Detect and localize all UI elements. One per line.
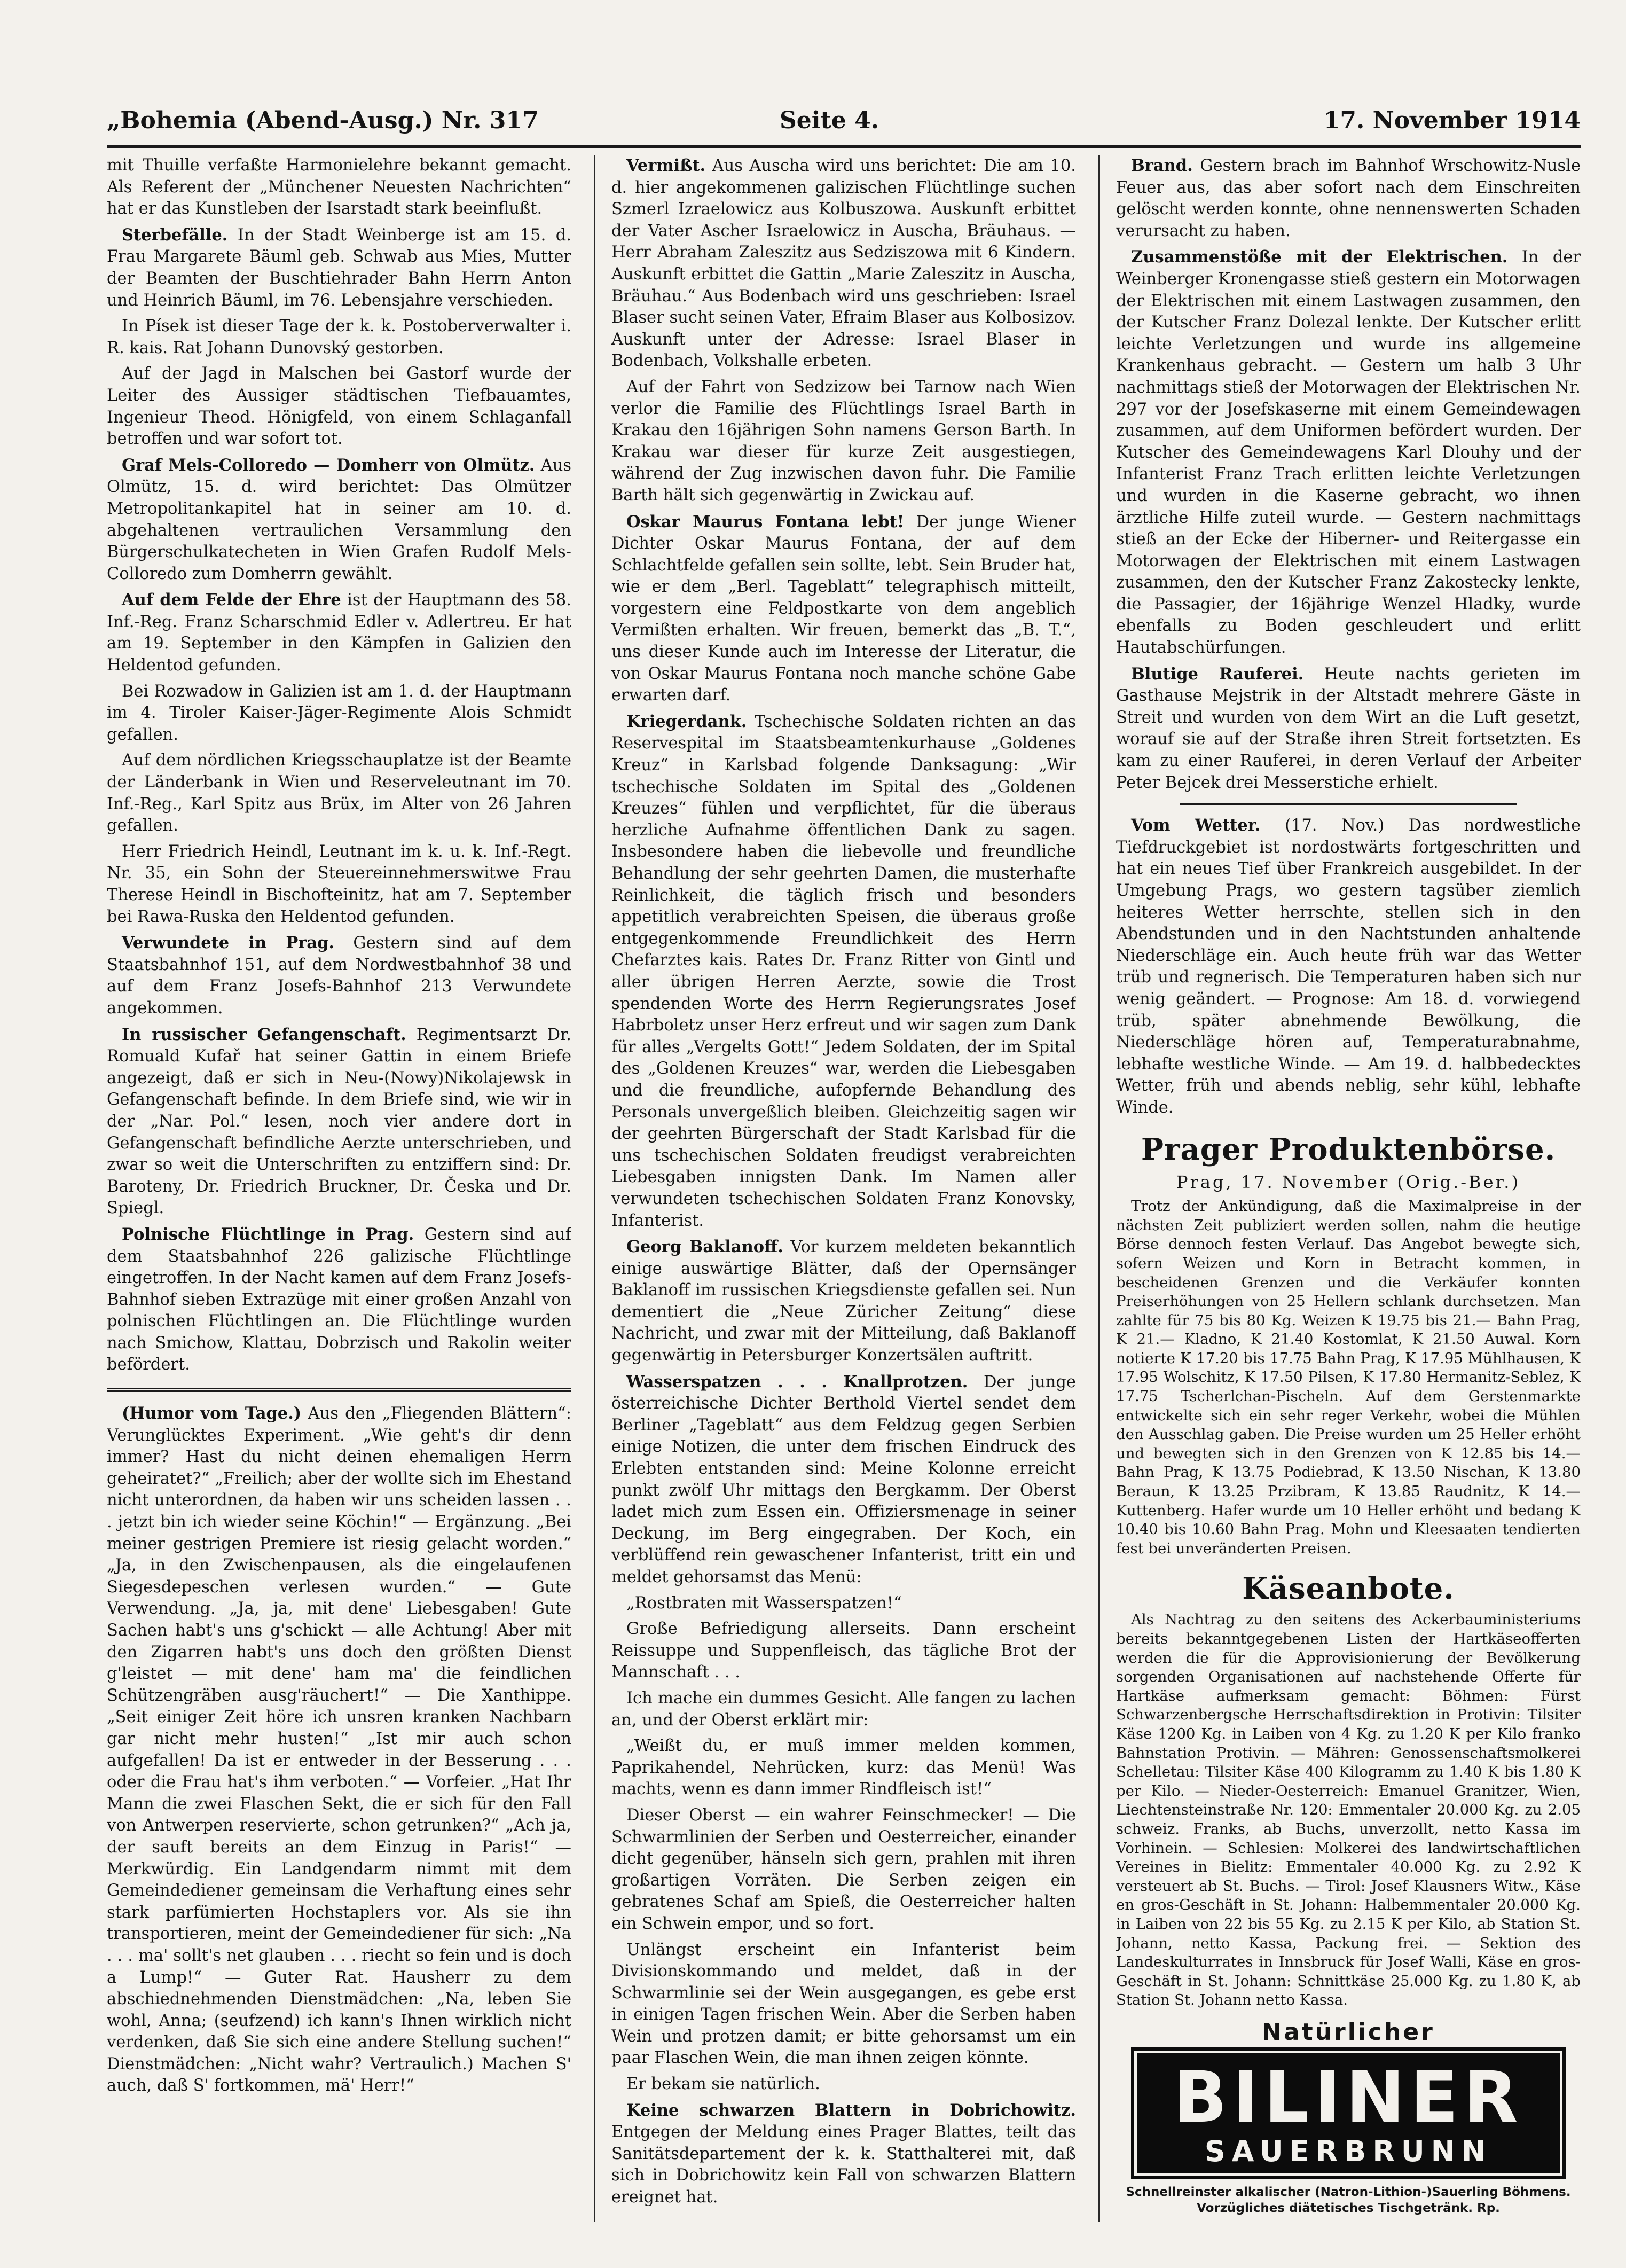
article-baklanoff bbox=[611, 1236, 1076, 1367]
article-fontana bbox=[611, 511, 1076, 707]
article-heading: (Humor vom Tage.) bbox=[122, 1404, 302, 1424]
article-viertel-p13: Er bekam sie natürlich. bbox=[626, 2075, 820, 2094]
article-body: In der Weinberger Kronengasse stieß gestern ein Motorwagen der Elektrischen mit einem Lastwagen zusammen, den der Kutscher Franz Dolezal lenkte. Der Kutscher erlitt leichte Verletzungen und wurde ins allgemeine Krankenhaus gebracht. — Gestern um halb 3 Uhr nachmittags stieß der Motorwagen der Elektrischen Nr. 297 vor der Josefskaserne mit einem Gemeindewagen zusammen, auf dem Uniformen befördert wurden. Der Kutscher des Gemeindewagens Karl Dlouhy und der Infanterist Franz Trach erlitten leichte Verletzungen und wurden in die Kaserne gebracht, wo ihnen ärztliche Hilfe zuteil wurde. — Gestern nachmittags stieß an der Ecke der Hiberner- und Reitergasse ein Motorwagen der Elektrischen mit einem Lastwagen zusammen, den der Kutscher Franz Zakostecky lenkte, die Passagier, der 16jährige Wenzel Hladky, wurde ebenfalls zu Boden geschleudert und erlitt Hautabschürfungen. bbox=[1116, 248, 1581, 658]
article-heading: Auf dem Felde der Ehre bbox=[122, 590, 341, 610]
article-body: Das nordwestliche Tiefdruckgebiet ist nordostwärts fortgeschritten und hat ein neues Tief über Frankreich ausgebildet. In der Umgebung Prags, wo gestern tagsüber ziemlich heiteres Wetter herrschte, stellen sich in den Abendstunden und in den Nachtstunden anhaltende Niederschläge ein. Auch heute früh war das Wetter trüb und regnerisch. Die Temperaturen haben sich nur wenig geändert. — Prognose: Am 18. d. vorwiegend trüb, später abnehmende Bewölkung, die Niederschläge hören auf, Temperaturabnahme, lebhafte westliche Winde. — Am 19. d. halbbedecktes Wetter, früh und abends neblig, sehr kühl, lebhafte Winde. bbox=[1116, 816, 1581, 1117]
issue-date: 17. November 1914 bbox=[1323, 107, 1581, 134]
article-gratitude bbox=[611, 711, 1076, 1232]
weather-date: (17. Nov.) bbox=[1285, 816, 1385, 835]
article-rozwadow: Bei Rozwadow in Galizien ist am 1. d. der Hauptmann im 4. Tiroler Kaiser-Jäger-Regimente Alois Schmidt gefallen. bbox=[107, 682, 571, 744]
column-divider-2 bbox=[1098, 155, 1100, 2222]
article-heading: Sterbefälle. bbox=[122, 225, 228, 245]
article-missing bbox=[611, 155, 1076, 372]
ad-tagline: Natürlicher bbox=[1262, 2018, 1435, 2046]
article-body: Der junge Wiener Dichter Oskar Maurus Fontana, der auf dem Schlachtfelde gefallen sein sollte, lebt. Sein Bruder hat, wie er dem „Berl. Tageblatt“ telegraphisch mitteilt, vorgestern eine Feldpostkarte von dem angeblich Vermißten erhalten. Wir freuen, bemerkt das „B. T.“, uns dieser Kunde auch im Interesse der Literatur, die von Oskar Maurus Fontana noch manche schöne Gabe erwarten darf. bbox=[611, 512, 1076, 705]
masthead-issue: „Bohemia (Abend-Ausg.) Nr. 317 bbox=[107, 107, 539, 134]
article-tram-collisions bbox=[1116, 246, 1581, 659]
article-heading: Zusammenstöße mit der Elektrischen. bbox=[1131, 247, 1508, 267]
page-header bbox=[107, 101, 1581, 139]
article-body: Heute nachts gerieten im Gasthause Mejstrik in der Altstadt mehrere Gäste in Streit und wurden von dem Wirt an die Luft gesetzt, worauf sie auf der Straße ihren Streit fortsetzten. Es kam zu einer Rauferei, in deren Verlauf der Arbeiter Peter Bejcek drei Messerstiche erhielt. bbox=[1116, 664, 1581, 792]
column-2 bbox=[611, 155, 1076, 2227]
exchange-report: Trotz der Ankündigung, daß die Maximalpreise in der nächsten Zeit publiziert werden sollen, nahm die heutige Börse dennoch festen Verlauf. Das Angebot bewegte sich, sofern Weizen und Korn in Betracht kommen, in bescheidenen Grenzen und die Verkäufer konnten Preiserhöhungen von 25 Hellern schlank durchsetzen. Man zahlte für 75 bis 80 Kg. Weizen K 19.75 bis 21.— Bahn Prag, K 21.— Kladno, K 21.40 Kostomlat, K 21.50 Auwal. Korn notierte K 17.20 bis 17.75 Bahn Prag, K 17.95 Mühlhausen, K 17.95 Wolschitz, K 17.50 Pilsen, K 17.80 Hermanitz-Seblez, K 17.75 Tscherlchan-Pischeln. Auf dem Gerstenmarkte entwickelte sich ein sehr reger Verkehr, wobei die Mühlen den Ausschlag gaben. Die Preise wurden um 25 Heller erhöht und bewegten sich in den Grenzen von K 12.85 bis 14.— Bahn Prag, K 13.75 Podiebrad, K 13.50 Nischan, K 13.80 Beraun, K 13.25 Przibram, K 13.85 Raudnitz, K 14.— Kuttenberg. Hafer wurde um 10 Heller erhöht und bedang K 10.40 bis 10.60 Bahn Prag. Mohn und Kleesaaten tendierten fest bei unveränderten Preisen. bbox=[1116, 1198, 1581, 1557]
article-body: Der junge österreichische Dichter Berthold Viertel sendet dem Berliner „Tageblatt“ aus dem Feldzug gegen Serbien einige Notizen, die unter dem frischen Eindruck des Erlebten entstanden sind: Meine Kolonne erreicht punkt zwölf Uhr mittags den Bergkamm. Der Oberst ladet mich zum Essen ein. Offiziersmenage in seiner Deckung, im Berg eingegraben. Der Koch, ein verblüffend rein gewaschener Infanterist, tritt ein und meldet gehorsamst das Menü: bbox=[611, 1372, 1076, 1586]
article-body: Entgegen der Meldung eines Prager Blattes, teilt das Sanitätsdepartement der k. k. Statthalterei mit, daß sich in Dobrichowitz kein Fall von schwarzen Blattern ereignet hat. bbox=[611, 2123, 1076, 2207]
article-captivity bbox=[107, 1024, 571, 1219]
article-viertel-p9: Ich mache ein dummes Gesicht. Alle fangen zu lachen an, und der Oberst erklärt mir: bbox=[611, 1688, 1076, 1730]
article-body: Vor kurzem meldeten bekanntlich einige auswärtige Blätter, daß der Opernsänger Baklanoff im russischen Kriegsdienste gefallen sei. Nun dementiert die „Neue Züricher Zeitung“ diese Nachricht, und zwar mit der Mitteilung, daß Baklanoff gegenwärtig in Petersburger Konzertsälen auftritt. bbox=[611, 1238, 1076, 1365]
ad-product-name: SAUERBRUNN bbox=[1204, 2134, 1493, 2169]
column-1 bbox=[107, 155, 571, 2227]
article-heading: Polnische Flüchtlinge in Prag. bbox=[122, 1224, 414, 1244]
article-viertel-p11: Dieser Oberst — ein wahrer Feinschmecker! — Die Schwarmlinien der Serben und Oesterreicher, einander dicht gegenüber, hänseln sich gern, prahlen mit ihren großartigen Vorräten. Die Serben zeigen ein gebratenes Schaf am Spieß, die Oesterreicher halten ein Schwein empor, und so fort. bbox=[611, 1805, 1076, 1933]
ad-brand-name: BILINER bbox=[1173, 2056, 1523, 2139]
article-body: Gestern sind auf dem Staatsbahnhof 226 galizische Flüchtlinge eingetroffen. In der Nacht kamen auf dem Franz Josefs-Bahnhof sieben Extrazüge mit einer großen Anzahl von polnischen Flüchtlingen an. Die Flüchtlinge wurden nach Smichow, Klattau, Dobrzisch und Rakolin weiter befördert. bbox=[107, 1225, 571, 1374]
article-heading: In russischer Gefangenschaft. bbox=[122, 1024, 406, 1044]
article-barth: Auf der Fahrt von Sedzizow bei Tarnow nach Wien verlor die Familie des Flüchtlings Israel Barth in Krakau den 16jährigen Sohn namens Gerson Barth. In Krakau war dieser für kurze Zeit ausgestiegen, während der Zug inzwischen davon fuhr. Die Familie Barth hält sich gegenwärtig in Zwickau auf. bbox=[611, 377, 1076, 505]
section-rule bbox=[1180, 803, 1517, 805]
header-rule bbox=[107, 145, 1581, 148]
article-viertel-p12: Unlängst erscheint ein Infanterist beim Divisionskommando und meldet, daß in der Schwarmlinie sei der Wein ausgegangen, es gebe erst in einigen Tagen frischen Wein. Aber die Serben haben Wein und protzen damit; er bitte gehorsamst um ein paar Flaschen Wein, die man ihnen zeigen könnte. bbox=[611, 1940, 1076, 2068]
article-brawl bbox=[1116, 663, 1581, 794]
article-humor bbox=[107, 1403, 571, 2097]
article-heading: Oskar Maurus Fontana lebt! bbox=[626, 512, 905, 531]
article-body: Aus den „Fliegenden Blättern“: Verunglücktes Experiment. „Wie geht's dir denn immer? Hast du nicht deinen ehemaligen Herrn geheiratet?“ „Freilich; aber der wollte sich im Ehestand nicht unterordnen, da haben wir uns scheiden lassen . . . jetzt bin ich wieder seine Köchin!“ — Ergänzung. „Bei meiner gestrigen Premiere ist riesig gelacht worden.“ „Ja, in den Zwischenpausen, als die eingelaufenen Siegesdepeschen verlesen wurden.“ — Gute Verwendung. „Ja, ja, mit dene' Liebesgaben! Gute Sachen habt's uns g'schickt — alle Achtung! Aber mit den Zigarren habt's uns doch den größten Dienst g'leistet — mit dene' ham ma' die feindlichen Schützengräben ausg'räuchert!“ — Die Xanthippe. „Seit einiger Zeit höre ich unsren kranken Nachbarn gar nicht mehr husten!“ „Ist mir auch schon aufgefallen! Da ist er entweder in der Besserung . . . oder die Frau hat's ihm verboten.“ — Vorfeier. „Hat Ihr Mann die zwei Flaschen Sekt, die er sich für den Fall von Antwerpen reservierte, schon getrunken?“ „Ach ja, der sauft bereits an dem Einzug in Paris!“ — Merkwürdig. Ein Landgendarm nimmt mit dem Gemeindediener gemeinsam die Verhaftung eines sehr stark parfümierten Hochstaplers vor. Als sie ihn transportieren, meint der Gemeindediener für sich: „Na . . . ma' sollt's net glauben . . . riecht so fein und is doch a Lump!“ — Guter Rat. Hausherr zu dem abschiednehmenden Dienstmädchen: „Na, leben Sie wohl, Anna; (seufzend) ich kann's Ihnen wirklich nicht verdenken, daß Sie sich eine andere Stellung suchen!“ Dienstmädchen: „Nicht wahr? Vertraulich.) Machen S' auch, daß S' fortkommen, mä' Herr!“ bbox=[107, 1404, 571, 2095]
article-body: Aus Auscha wird uns berichtet: Die am 10. d. hier angekommenen galizischen Flüchtlinge suchen Szmerl Izraelowicz aus Kolbuszowa. Auskunft erbittet der Vater Ascher Israelowicz in Auscha, Bräuhaus. — Herr Abraham Zaleszitz aus Sedziszowa mit 6 Kindern. Auskunft erbittet die Gattin „Marie Zaleszitz in Auscha, Bräuhau.“ Aus Bodenbach wird uns geschrieben: Israel Blaser sucht seinen Vater, Efraim Blaser aus Kolbosizov. Auskunft unter der Adresse: Israel Blaser in Bodenbach, Volkshalle erbeten. bbox=[611, 157, 1076, 371]
article-viertel-menu: „Rostbraten mit Wasserspatzen!“ bbox=[626, 1593, 902, 1613]
article-heindl: Herr Friedrich Heindl, Leutnant im k. u. k. Inf.-Regt. Nr. 35, ein Sohn der Steuereinnehmerswitwe Frau Therese Heindl in Bischofteinitz, hat am 7. September bei Rawa-Ruska den Heldentod gefunden. bbox=[107, 842, 571, 926]
article-heading: Graf Mels-Colloredo — Domherr von Olmütz. bbox=[122, 455, 535, 475]
ad-banner bbox=[1131, 2047, 1566, 2179]
article-viertel bbox=[611, 1371, 1076, 1589]
article-body: Gestern brach im Bahnhof Wrschowitz-Nusle Feuer aus, das aber sofort nach dem Einschreiten gelöscht werden konnte, ohne nennenswerten Schaden verursacht zu haben. bbox=[1116, 157, 1581, 240]
article-body: Aus Olmütz, 15. d. wird berichtet: Das Olmützer Metropolitankapitel hat in seiner am 10. d. abgehaltenen vertraulichen Versammlung den Bürgerschulkatecheten in Wien Grafen Rudolf Mels-Colloredo zum Domherrn gewählt. bbox=[107, 456, 571, 583]
column-3 bbox=[1116, 155, 1581, 2227]
article-honor bbox=[107, 589, 571, 676]
advertisement-biliner bbox=[1121, 2018, 1575, 2217]
article-deaths bbox=[107, 224, 571, 311]
article-heading: Vom Wetter. bbox=[1131, 816, 1261, 835]
page-number: Seite 4. bbox=[780, 107, 879, 134]
article-thuille-end: mit Thuille verfaßte Harmonielehre bekannt gemacht. Als Referent der „Münchener Neuesten Nachrichten“ hat er das Kunstleben der Isarstadt stark beeinflußt. bbox=[107, 156, 571, 218]
cheese-report: Als Nachtrag zu den seitens des Ackerbauministeriums bereits bekanntgegebenen Listen der Hartkäseofferten werden die für die Approvisionierung der Bevölkerung sorgenden Organisationen auf nachstehende Offerte für Hartkäse aufmerksam gemacht: Böhmen: Fürst Schwarzenbergsche Herrschaftsdirektion in Protivin: Tilsiter Käse 1200 Kg. in Laiben von 4 Kg. zu 1.20 K per Kilo franko Bahnstation Protivin. — Mähren: Genossenschaftsmolkerei Schelletau: Tilsiter Käse 400 Kilogramm zu 1.40 K bis 1.80 K per Kilo. — Nieder-Oesterreich: Emanuel Granitzer, Wien, Liechtensteinstraße Nr. 120: Emmentaler 20.000 Kg. zu 2.05 schweiz. Franks, ab Buchs, unverzollt, netto Kassa im Vorhinein. — Schlesien: Molkerei des landwirtschaftlichen Vereines in Bielitz: Emmentaler 40.000 Kg. zu 2.92 K versteuert ab St. Buchs. — Tirol: Josef Klausners Witw., Käse en gros-Geschäft in St. Johann: Halbemmentaler 20.000 Kg. in Laiben von 22 bis 55 Kg. zu 2.15 K per Kilo, ab Station St. Johann, netto Kassa, Packung frei. — Sektion des Landeskulturrates in Innsbruck für Josef Walli, Käse en gros-Geschäft in St. Johann: Schnittkäse 25.000 Kg. zu 1.80 K, ab Station St. Johann netto Kassa. bbox=[1116, 1611, 1581, 2009]
article-refugees bbox=[107, 1224, 571, 1376]
article-body: Regimentsarzt Dr. Romuald Kufař hat seiner Gattin in einem Briefe angezeigt, daß er sich in Neu-(Nowy)Nikolajewsk in Gefangenschaft befinde. In dem Briefe sind, wie wir in der „Nar. Pol.“ lesen, noch vier andere dort in Gefangenschaft befindliche Aerzte unterschrieben, und zwar so weit die Unterschriften zu entziffern sind: Dr. Baroteny, Dr. Friedrich Bruckner, Dr. Česka und Dr. Spiegl. bbox=[107, 1025, 571, 1218]
article-fire bbox=[1116, 155, 1581, 242]
article-weather bbox=[1116, 815, 1581, 1119]
article-heading: Keine schwarzen Blattern in Dobrichowitz. bbox=[626, 2100, 1076, 2120]
article-hunt: Auf der Jagd in Malschen bei Gastorf wurde der Leiter des Aussiger städtischen Tiefbauamtes, Ingenieur Theod. Hönigfeld, von einem Schlaganfall betroffen und war sofort tot. bbox=[107, 364, 571, 449]
article-pisek: In Písek ist dieser Tage der k. k. Postoberverwalter i. R. kais. Rat Johann Dunovský gestorben. bbox=[107, 317, 571, 357]
article-heading: Blutige Rauferei. bbox=[1131, 664, 1304, 684]
newspaper-page bbox=[107, 101, 1581, 2233]
article-body: In der Stadt Weinberge ist am 15. d. Frau Margarete Bäuml geb. Schwab aus Mies, Mutter der Beamten der Buschtiehrader Bahn Herrn Anton und Heinrich Bäuml, im 76. Lebensjahre verschieden. bbox=[107, 225, 571, 310]
cheese-title: Käseanbote. bbox=[1242, 1571, 1455, 1607]
exchange-dateline: Prag, 17. November (Orig.-Ber.) bbox=[1176, 1171, 1520, 1192]
article-colloredo bbox=[107, 455, 571, 585]
article-wounded bbox=[107, 932, 571, 1019]
article-heading: Wasserspatzen . . . Knallprotzen. bbox=[626, 1372, 968, 1391]
article-heading: Kriegerdank. bbox=[626, 711, 747, 731]
article-heading: Vermißt. bbox=[626, 156, 706, 175]
exchange-title: Prager Produktenbörse. bbox=[1141, 1131, 1556, 1167]
column-divider-1 bbox=[594, 155, 595, 2222]
section-rule bbox=[107, 1388, 571, 1392]
article-body: ist der Hauptmann des 58. Inf.-Reg. Franz Scharschmid Edler v. Adlertreu. Er hat am 19. September in den Kämpfen in Galizien den Heldentod gefunden. bbox=[107, 591, 571, 675]
article-heading: Brand. bbox=[1131, 156, 1193, 175]
article-body: Tschechische Soldaten richten an das Reservespital im Staatsbeamtenkurhause „Goldenes Kreuz“ in Karlsbad folgende Danksagung: „Wir tschechische Soldaten im Spital des „Goldenen Kreuzes“ fühlen und verpflichtet, für die überaus herzliche Aufnahme öffentlichen Dank zu sagen. Insbesondere haben die liebevolle und freundliche Behandlung der sehr geehrten Damen, die musterhafte Reinlichkeit, die täglich frisch und besonders appetitlich verabreichten Speisen, die überaus große entgegenkommende Freundlichkeit des Herrn Chefarztes kais. Rates Dr. Franz Ritter von Gintl und aller übrigen Herren Aerzte, sowie die Trost spendenden Worte des Herrn Regierungsrates Josef Habrboletz unser Herz erfreut und wir sagen zum Dank für alles „Vergelts Gott!“ Jedem Soldaten, der im Spital des „Goldenen Kreuzes“ war, werden die Liebesgaben und die freundliche, aufopfernde Behandlung des Personals unvergeßlich bleiben. Gleichzeitig sagen wir der geehrten Bürgerschaft der Stadt Karlsbad für die uns tschechischen Soldaten freudigst verabreichten Liebesgaben innigsten Dank. Im Namen aller verwundeten tschechischen Soldaten Franz Konovsky, Infanterist. bbox=[611, 712, 1076, 1230]
article-northern-front: Auf dem nördlichen Kriegsschauplatze ist der Beamte der Länderbank in Wien und Reserveleutnant im 70. Inf.-Reg., Karl Spitz aus Brüx, im Alter von 26 Jahren gefallen. bbox=[107, 751, 571, 835]
article-smallpox bbox=[611, 2100, 1076, 2209]
article-heading: Georg Baklanoff. bbox=[626, 1237, 783, 1257]
article-viertel-p8: Große Befriedigung allerseits. Dann erscheint Reissuppe und Suppenfleisch, das tägliche Brot der Mannschaft . . . bbox=[611, 1620, 1076, 1682]
article-viertel-p10: „Weißt du, er muß immer melden kommen, Paprikahendel, Nehrücken, kurz: das Menü! Was machts, wenn es dann immer Rindfleisch ist!“ bbox=[611, 1737, 1076, 1799]
article-heading: Verwundete in Prag. bbox=[122, 933, 335, 953]
ad-footnote: Schnellreinster alkalischer (Natron-Lithion-)Sauerling Böhmens. Vorzügliches diätetisches Tischgetränk. Rp. bbox=[1126, 2185, 1571, 2216]
article-body: Gestern sind auf dem Staatsbahnhof 151, auf dem Nordwestbahnhof 38 und auf dem Franz Josefs-Bahnhof 213 Verwundete angekommen. bbox=[107, 934, 571, 1018]
